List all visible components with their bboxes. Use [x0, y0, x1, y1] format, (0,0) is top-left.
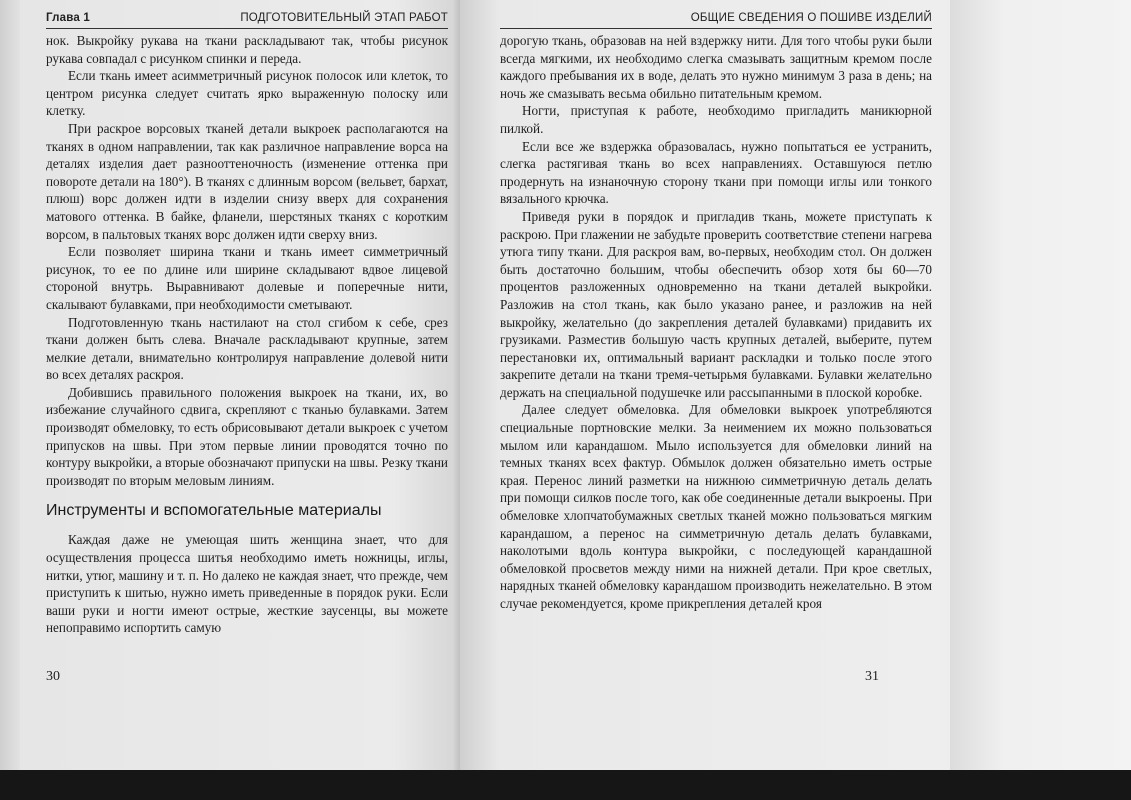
paragraph: Если все же вздержка образовалась, нужно попытаться ее устранить, слегка растягивая ткань во всех направлениях. Оставшуюся петлю продернуть на изнаночную сторону ткани при помощи иглы или тонкого вязального крючка. [500, 138, 932, 207]
paragraph: Подготовленную ткань настилают на стол сгибом к себе, срез ткани должен быть слева. Вначале раскладывают крупные, затем мелкие детали, внимательно контролируя направление долевой нити во всех деталях раскроя. [46, 314, 448, 383]
paragraph: При раскрое ворсовых тканей детали выкроек располагаются на тканях в одном направлении, так как различное направление ворса на деталях изделия дает разнооттеночность (изменение оттенка при повороте детали на 180°). В тканях с длинным ворсом (вельвет, бархат, плюш) ворс должен идти в изделии снизу вверх для сохранения матового оттенка. В байке, фланели, шерстяных тканях с коротким ворсом, в пальтовых тканях ворс должен идти сверху вниз. [46, 120, 448, 242]
chapter-label: Глава 1 [46, 12, 90, 24]
left-page-number: 30 [46, 669, 60, 684]
paragraph: Если позволяет ширина ткани и ткань имеет симметричный рисунок, то ее по длине или ширине складывают вдвое лицевой стороной внутрь. Выравнивают долевые и поперечные нити, скалывают булавками, при необходимости сметывают. [46, 244, 448, 312]
paragraph: Добившись правильного положения выкроек на ткани, их, во избежание случайного сдвига, скрепляют с тканью булавками. Затем производят обмеловку, то есть обрисовывают детали выкроек с учетом припусков на швы. При этом первые линии проводятся точно по контуру выкройки, а вторые обозначают припуски на швы. Резку ткани производят по вторым меловым линиям. [46, 384, 448, 488]
section-heading: Инструменты и вспомогательные материалы [46, 502, 382, 520]
paragraph: нок. Выкройку рукава на ткани раскладывают так, чтобы рисунок рукава совпадал с рисунком спинки и переда. [46, 33, 448, 66]
right-page [460, 0, 950, 770]
left-page-text [46, 32, 448, 637]
paragraph: Если ткань имеет асимметричный рисунок полосок или клеток, то центром рисунка следует считать ярко выраженную полоску или клетку. [46, 68, 448, 119]
paragraph: Каждая даже не умеющая шить женщина знает, что для осуществления процесса шитья необходимо иметь ножницы, иглы, нитки, утюг, машину и т. п. Но далеко не каждая знает, что прежде, чем приступить к шитью, нужно иметь приведенные в порядок руки. Если ваши руки и ногти имеют острые, жесткие заусенцы, вы можете непоправимо испортить самую [46, 532, 448, 636]
paragraph: Далее следует обмеловка. Для обмеловки выкроек употребляются специальные портновские мелки. За неимением их можно пользоваться мылом или карандашом. Мыло используется для обмеловки линий на темных тканях всех фактур. Обмылок должен обязательно иметь острые края. Перенос линий разметки на нижнюю симметричную деталь делать при помощи силков после того, как обе соединенные детали выкроены. При обмеловке хлопчатобумажных светлых тканей можно пользоваться мягким карандашом, а перенос на симметричную деталь делать булавками, наколотыми вдоль контура выкройки, с последующей карандашной обмеловкой просветов между ними на нижней детали. При крое светлых, нарядных тканей обмеловку карандашом производить нежелательно. В этом случае рекомендуется, кроме прикрепления деталей кроя [500, 402, 932, 611]
paragraph: Ногти, приступая к работе, необходимо пригладить маникюрной пилкой. [500, 103, 932, 136]
right-running-head [500, 12, 932, 29]
paragraph: дорогую ткань, образовав на ней вздержку нити. Для того чтобы руки были всегда мягкими, их необходимо слегка смазывать защитным кремом после каждого пребывания их в воде, делать это нужно минимум 3 раза в день; на ночь же смазывать весьма обильно питательным кремом. [500, 33, 932, 101]
right-page-number: 31 [865, 669, 879, 684]
right-page-text [500, 32, 932, 613]
scanner-bottom-edge [0, 770, 1131, 800]
book-left-edge [0, 0, 20, 770]
left-page [20, 0, 460, 770]
left-running-title: ПОДГОТОВИТЕЛЬНЫЙ ЭТАП РАБОТ [240, 12, 448, 24]
right-running-title: ОБЩИЕ СВЕДЕНИЯ О ПОШИВЕ ИЗДЕЛИЙ [690, 12, 932, 24]
scanner-blank-area [950, 0, 1131, 770]
paragraph: Приведя руки в порядок и пригладив ткань, можете приступать к раскрою. При глажении не забудьте проверить соответствие степени нагрева утюга типу ткани. Для раскроя вам, во-первых, необходим стол. Он должен быть достаточно большим, чтобы обеспечить обзор хотя бы 60—70 процентов разложенных одновременно на ткани деталей выкройки. Разложив на стол ткань, как было указано ранее, и разложив на ней выкройку, желательно (до закрепления деталей булавками) придавить их грузиками. Разместив большую часть крупных деталей, выберите, путем перестановки их, оптимальный вариант раскладки и только после этого закрепите детали на ткани тремя-четырьмя булавками. Булавки желательно держать на специальной подушечке или рассыпанными в плоской коробке. [500, 208, 932, 400]
left-running-head [46, 12, 448, 29]
